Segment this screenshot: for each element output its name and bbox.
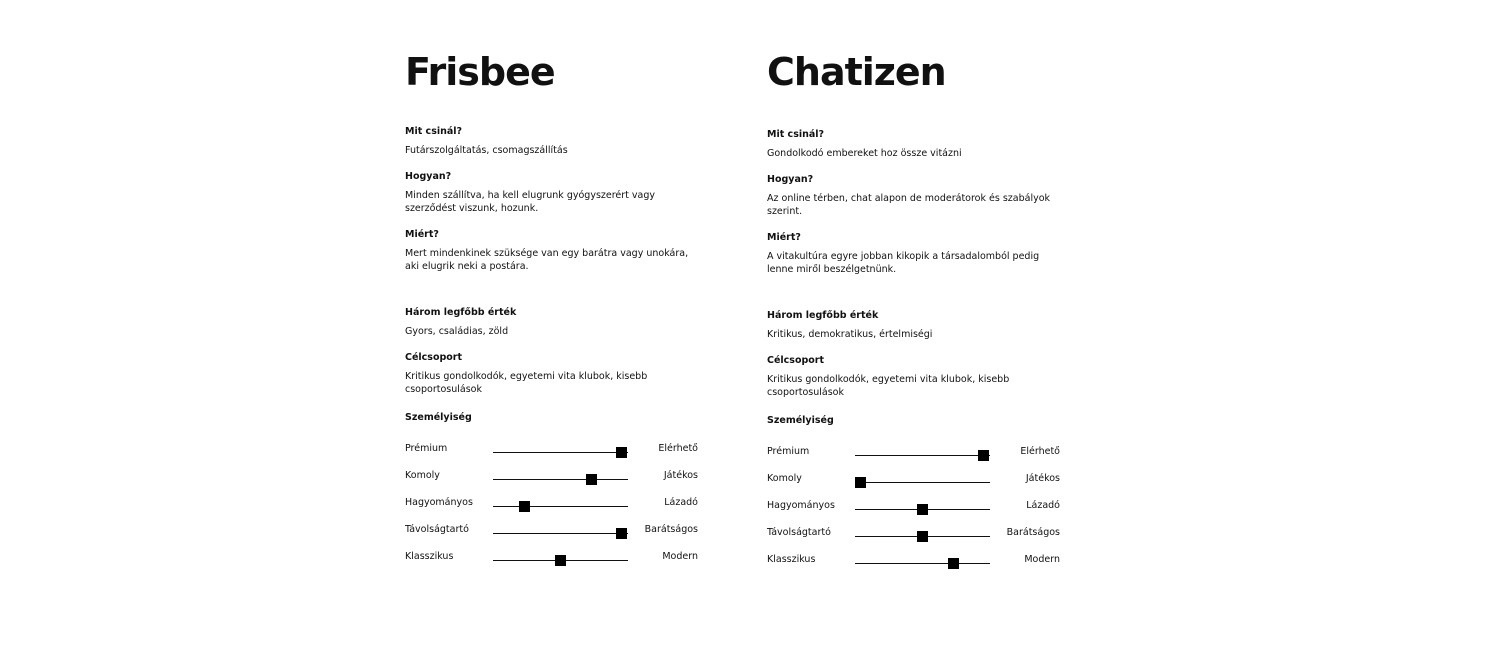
slider-track — [855, 509, 990, 510]
section-text: Futárszolgáltatás, csomagszállítás — [405, 145, 568, 156]
personality-slider — [405, 523, 698, 550]
personality-slider — [405, 442, 698, 469]
personality-slider — [767, 499, 1060, 526]
personality-slider — [405, 496, 698, 523]
section-text: Kritikus gondolkodók, egyetemi vita klubok, kisebb csoportosulások — [767, 374, 1010, 398]
slider-knob[interactable] — [855, 477, 866, 488]
slider-right-label: Játékos — [1025, 473, 1060, 484]
slider-left-label: Hagyományos — [405, 497, 473, 508]
personality-heading: Személyiség — [767, 415, 834, 426]
section-text: Mert mindenkinek szüksége van egy barátra vagy unokára, aki elugrik neki a postára. — [405, 248, 689, 272]
brand-card-chatizen — [767, 48, 1067, 580]
personality-slider — [767, 472, 1060, 499]
slider-left-label: Prémium — [767, 446, 810, 457]
section-label: Célcsoport — [767, 355, 825, 366]
section-label: Miért? — [405, 229, 439, 240]
personality-sliders — [405, 442, 705, 577]
slider-left-label: Hagyományos — [767, 500, 835, 511]
section-label: Három legfőbb érték — [767, 310, 879, 321]
slider-track — [493, 560, 628, 561]
personality-slider — [767, 526, 1060, 553]
slider-right-label: Lázadó — [1026, 500, 1060, 511]
slider-left-label: Távolságtartó — [767, 527, 831, 538]
section-label: Mit csinál? — [405, 126, 463, 137]
personality-heading: Személyiség — [405, 412, 472, 423]
section-how — [767, 174, 1067, 218]
slider-track — [493, 533, 628, 534]
section-text: A vitakultúra egyre jobban kikopik a társadalomból pedig lenne miről beszélgetnünk. — [767, 251, 1040, 275]
personality-slider — [405, 469, 698, 496]
section-why — [767, 232, 1067, 276]
slider-left-label: Klasszikus — [405, 551, 454, 562]
slider-track — [855, 455, 990, 456]
slider-right-label: Játékos — [663, 470, 698, 481]
slider-track — [855, 563, 990, 564]
section-target-group — [767, 355, 1067, 399]
slider-knob[interactable] — [948, 558, 959, 569]
section-label: Három legfőbb érték — [405, 307, 517, 318]
slider-right-label: Barátságos — [1006, 527, 1060, 538]
section-label: Miért? — [767, 232, 801, 243]
personality-slider — [767, 445, 1060, 472]
slider-right-label: Elérhető — [1020, 446, 1060, 457]
brand-card-frisbee — [405, 48, 705, 577]
slider-track — [493, 506, 628, 507]
section-label: Célcsoport — [405, 352, 463, 363]
section-label: Mit csinál? — [767, 129, 825, 140]
section-text: Kritikus, demokratikus, értelmiségi — [767, 329, 933, 340]
slider-track — [493, 479, 628, 480]
section-text: Gyors, családias, zöld — [405, 326, 509, 337]
brand-title: Chatizen — [767, 50, 946, 94]
section-what — [405, 126, 705, 157]
slider-right-label: Barátságos — [644, 524, 698, 535]
section-what — [767, 129, 1067, 160]
section-values — [767, 310, 1067, 341]
slider-track — [493, 452, 628, 453]
slider-right-label: Modern — [662, 551, 698, 562]
slider-left-label: Komoly — [767, 473, 802, 484]
section-text: Az online térben, chat alapon de moderátorok és szabályok szerint. — [767, 193, 1051, 217]
slider-knob[interactable] — [616, 447, 627, 458]
slider-knob[interactable] — [917, 504, 928, 515]
section-how — [405, 171, 705, 215]
slider-knob[interactable] — [978, 450, 989, 461]
personality-slider — [767, 553, 1060, 580]
section-text: Kritikus gondolkodók, egyetemi vita klubok, kisebb csoportosulások — [405, 371, 648, 395]
section-target-group — [405, 352, 705, 396]
brand-title: Frisbee — [405, 50, 555, 94]
brand-sections — [405, 126, 705, 396]
section-values — [405, 307, 705, 338]
slider-left-label: Távolságtartó — [405, 524, 469, 535]
slider-knob[interactable] — [917, 531, 928, 542]
section-text: Gondolkodó embereket hoz össze vitázni — [767, 148, 962, 159]
personality-slider — [405, 550, 698, 577]
slider-knob[interactable] — [616, 528, 627, 539]
slider-track — [855, 536, 990, 537]
slider-left-label: Komoly — [405, 470, 440, 481]
slider-track — [855, 482, 990, 483]
slider-knob[interactable] — [519, 501, 530, 512]
personality-sliders — [767, 445, 1067, 580]
section-label: Hogyan? — [405, 171, 452, 182]
slider-right-label: Modern — [1024, 554, 1060, 565]
slider-right-label: Elérhető — [658, 443, 698, 454]
brand-sections — [767, 129, 1067, 399]
slider-knob[interactable] — [555, 555, 566, 566]
slider-left-label: Prémium — [405, 443, 448, 454]
section-why — [405, 229, 705, 273]
section-text: Minden szállítva, ha kell elugrunk gyógyszerért vagy szerződést viszunk, hozunk. — [405, 190, 656, 214]
slider-knob[interactable] — [586, 474, 597, 485]
slider-left-label: Klasszikus — [767, 554, 816, 565]
section-label: Hogyan? — [767, 174, 814, 185]
slider-right-label: Lázadó — [664, 497, 698, 508]
